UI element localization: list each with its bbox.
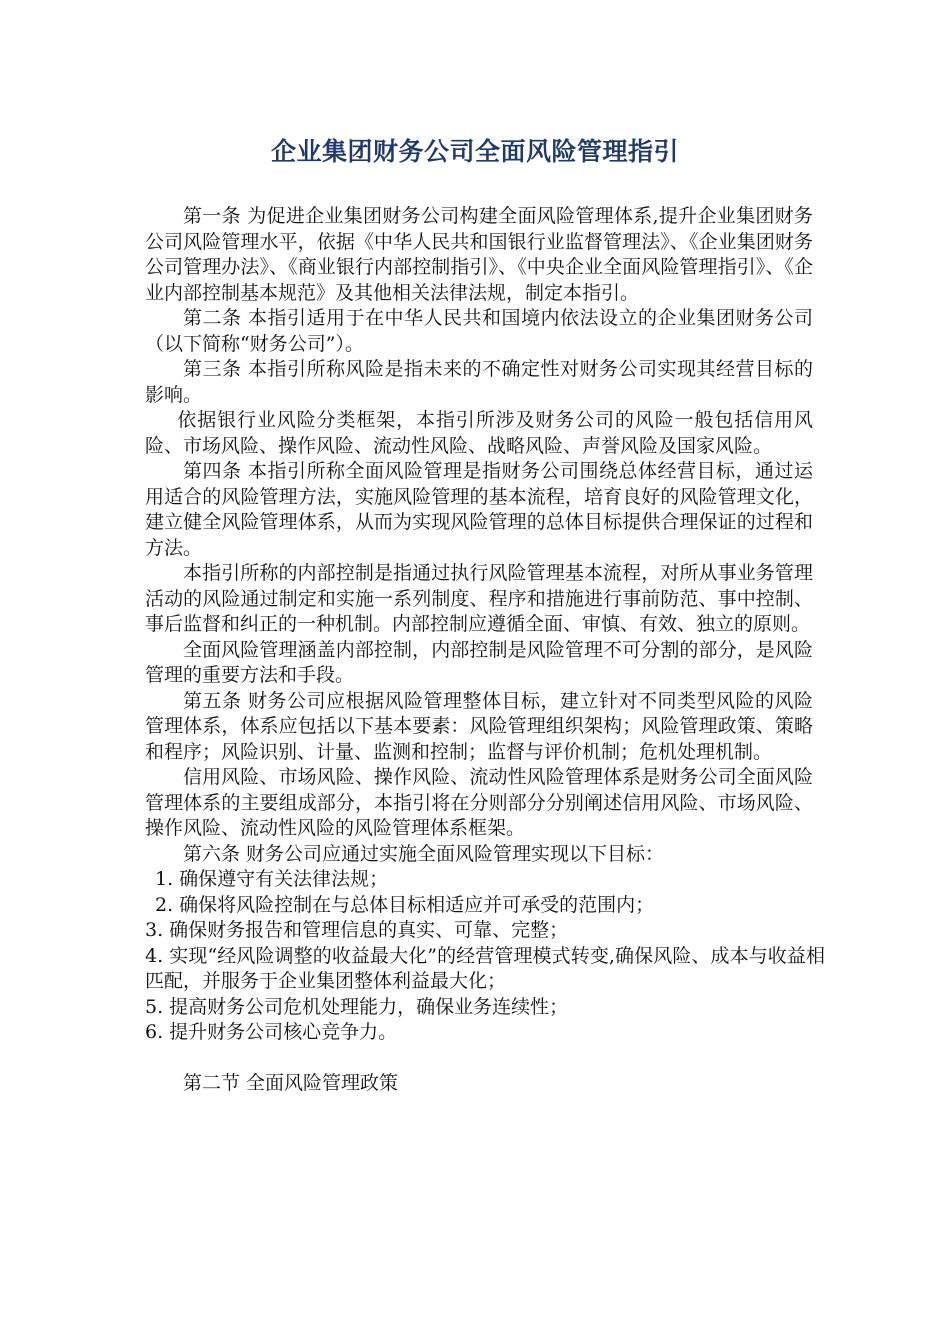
paragraph-article-4: 第四条 本指引所称全面风险管理是指财务公司围绕总体经营目标，通过运用适合的风险管理方法，实施风险管理的基本流程，培育良好的风险管理文化，建立健全风险管理体系，从而为实现风险管理的总体目标提供合理保证的过程和方法。	[145, 460, 813, 559]
section-spacer	[145, 1046, 813, 1071]
list-item-2: 2. 确保将风险控制在与总体目标相适应并可承受的范围内；	[155, 893, 655, 916]
list-item-5: 5. 提高财务公司危机处理能力，确保业务连续性；	[145, 995, 569, 1018]
section-heading: 第二节 全面风险管理政策	[183, 1071, 399, 1094]
paragraph-risk-management-scope: 全面风险管理涵盖内部控制，内部控制是风险管理不可分割的部分，是风险管理的重要方法和手段。	[145, 638, 813, 686]
paragraph-article-1: 第一条 为促进企业集团财务公司构建全面风险管理体系,提升企业集团财务公司风险管理水平，依据《中华人民共和国银行业监督管理法》、《企业集团财务公司管理办法》、《商业银行内部控制指引》、《中央企业全面风险管理指引》、《企业内部控制基本规范》及其他相关法律法规，制定本指引。	[145, 205, 813, 304]
paragraph-internal-control: 本指引所称的内部控制是指通过执行风险管理基本流程，对所从事业务管理活动的风险通过制定和实施一系列制度、程序和措施进行事前防范、事中控制、事后监督和纠正的一种机制。内部控制应遵循全面、审慎、有效、独立的原则。	[145, 562, 813, 635]
paragraph-risk-categories: 依据银行业风险分类框架，本指引所涉及财务公司的风险一般包括信用风险、市场风险、操作风险、流动性风险、战略风险、声誉风险及国家风险。	[145, 409, 813, 457]
list-item-6: 6. 提升财务公司核心竞争力。	[145, 1021, 398, 1043]
paragraph-article-2: 第二条 本指引适用于在中华人民共和国境内依法设立的企业集团财务公司（以下简称“财务公司”）。	[145, 307, 813, 355]
paragraph-risk-system-components: 信用风险、市场风险、操作风险、流动性风险管理体系是财务公司全面风险管理体系的主要组成部分，本指引将在分则部分分别阐述信用风险、市场风险、操作风险、流动性风险的风险管理体系框架。	[145, 766, 813, 839]
list-item-1: 1. 确保遵守有关法律法规；	[155, 868, 389, 890]
paragraph-article-5: 第五条 财务公司应根据风险管理整体目标，建立针对不同类型风险的风险管理体系，体系应包括以下基本要素：风险管理组织架构；风险管理政策、策略和程序；风险识别、计量、监测和控制；监督与评价机制；危机处理机制。	[145, 689, 813, 763]
document-title: 企业集团财务公司全面风险管理指引	[270, 137, 679, 166]
list-item-4: 4. 实现“经风险调整的收益最大化”的经营管理模式转变,确保风险、成本与收益相匹配，并服务于企业集团整体利益最大化；	[145, 944, 825, 992]
document-body	[145, 204, 825, 1096]
paragraph-article-3: 第三条 本指引所称风险是指未来的不确定性对财务公司实现其经营目标的影响。	[145, 358, 813, 406]
paragraph-article-6: 第六条 财务公司应通过实施全面风险管理实现以下目标：	[183, 842, 665, 865]
list-item-3: 3. 确保财务报告和管理信息的真实、可靠、完整；	[145, 919, 569, 941]
